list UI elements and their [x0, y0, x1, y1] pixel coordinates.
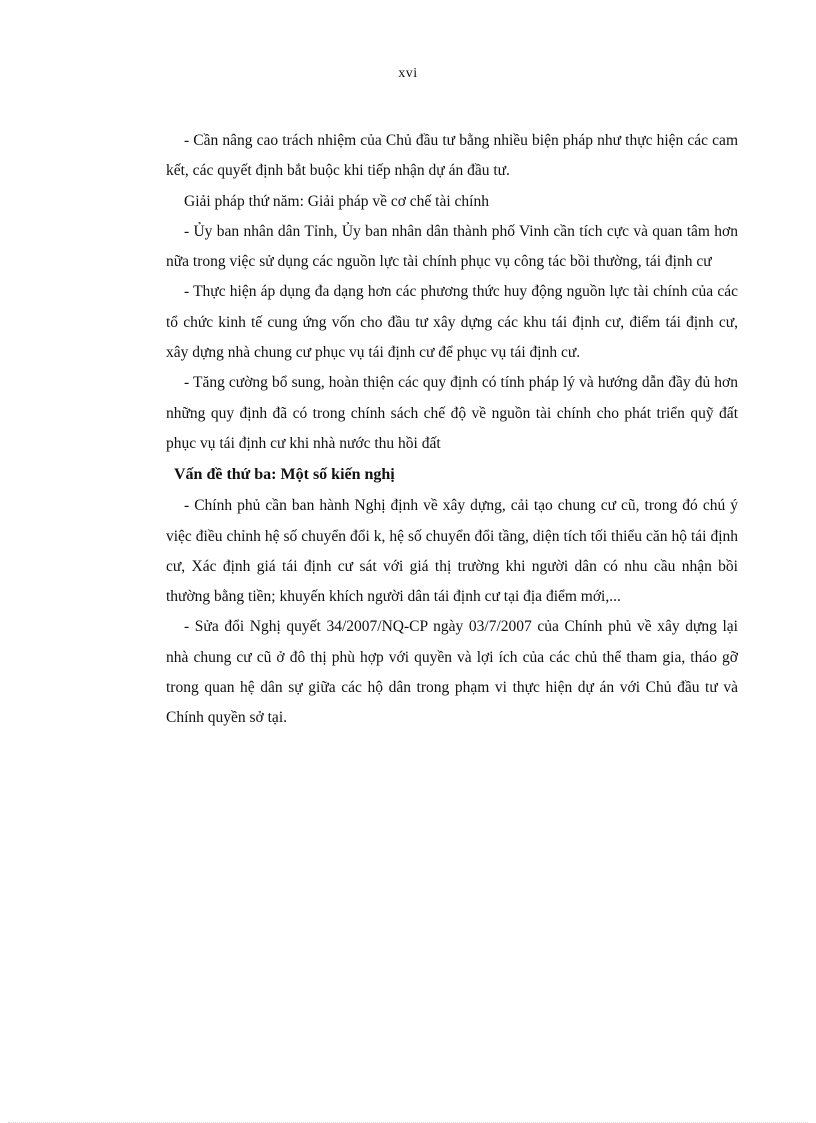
paragraph-investor-responsibility: - Cần nâng cao trách nhiệm của Chủ đầu tư bằng nhiều biện pháp như thực hiện các cam kết, các quyết định bắt buộc khi tiếp nhận dự án đầu tư.: [166, 132, 738, 180]
paragraph-amend-resolution: - Sửa đổi Nghị quyết 34/2007/NQ-CP ngày 03/7/2007 của Chính phủ về xây dựng lại nhà chung cư cũ ở đô thị phù hợp với quyền và lợi ích của các chủ thể tham gia, tháo gỡ trong quan hệ dân sự giữa các hộ dân trong phạm vi thực hiện dự án với Chủ đầu tư và Chính quyền sở tại.: [166, 618, 738, 727]
page-number: xvi: [398, 66, 418, 81]
paragraph-government-decree: - Chính phủ cần ban hành Nghị định về xây dựng, cải tạo chung cư cũ, trong đó chú ý việc điều chỉnh hệ số chuyển đổi k, hệ số chuyển đổi tầng, diện tích tối thiểu căn hộ tái định cư, Xác định giá tái định cư sát với giá thị trường khi người dân có nhu cầu nhận bồi thường bằng tiền; khuyến khích người dân tái định cư tại địa điểm mới,...: [166, 497, 738, 606]
paragraph-committee-resources: - Ủy ban nhân dân Tỉnh, Ủy ban nhân dân thành phố Vinh cần tích cực và quan tâm hơn nữa trong việc sử dụng các nguồn lực tài chính phục vụ công tác bồi thường, tái định cư: [166, 222, 738, 271]
paragraph-diverse-funding: - Thực hiện áp dụng đa dạng hơn các phương thức huy động nguồn lực tài chính của các tổ chức kinh tế cung ứng vốn cho đầu tư xây dựng các khu tái định cư, điểm tái định cư, xây dựng nhà chung cư phục vụ tái định cư để phục vụ tái định cư.: [166, 283, 738, 362]
paragraph-solution-five-title: Giải pháp thứ năm: Giải pháp về cơ chế tài chính: [184, 192, 489, 210]
section-heading-recommendations: Vấn đề thứ ba: Một số kiến nghị: [174, 466, 395, 484]
document-body: [166, 126, 738, 734]
paragraph-legal-regulations: - Tăng cường bổ sung, hoàn thiện các quy định có tính pháp lý và hướng dẫn đầy đủ hơn những quy định đã có trong chính sách chế độ về nguồn tài chính cho phát triển quỹ đất phục vụ tái định cư khi nhà nước thu hồi đất: [166, 374, 738, 452]
